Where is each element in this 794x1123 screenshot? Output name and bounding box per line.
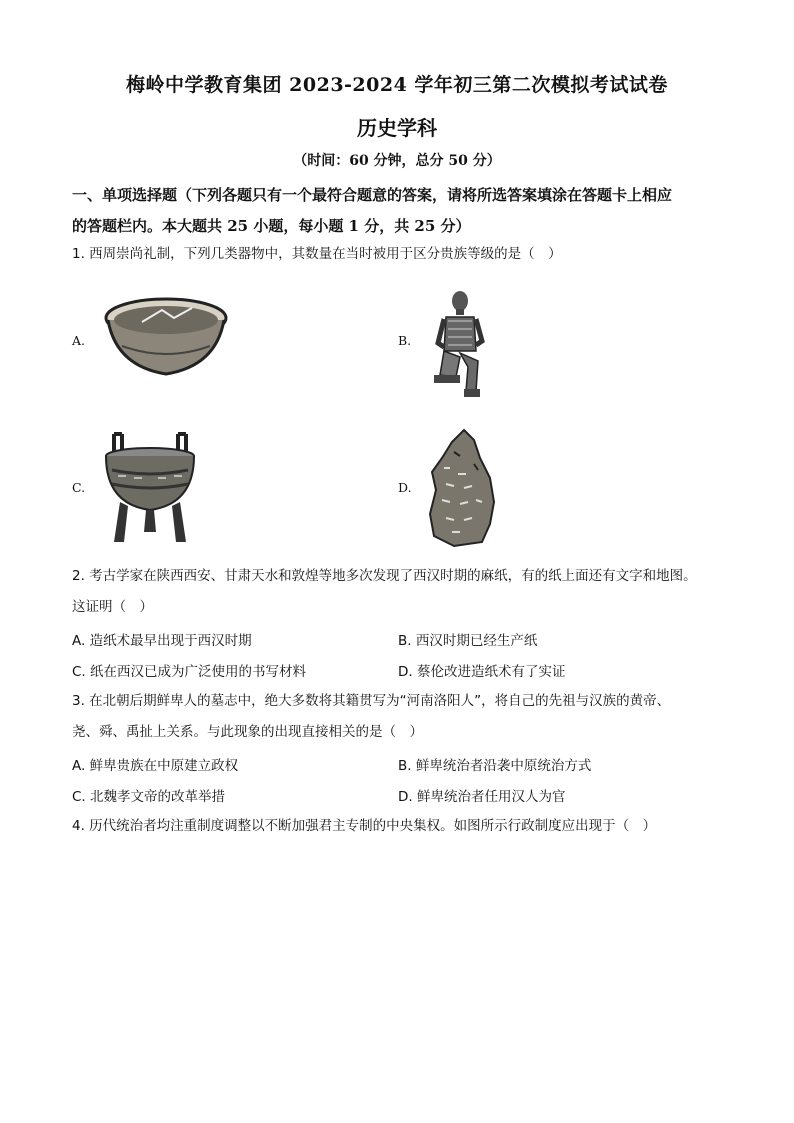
- q1-option-b-label: B.: [398, 333, 412, 348]
- bronze-ding-image: [100, 430, 200, 546]
- oracle-bone-image: [424, 428, 500, 548]
- q2-option-c: C. 纸在西汉已成为广泛使用的书写材料: [72, 664, 307, 680]
- terracotta-warrior-image: [430, 287, 490, 405]
- q3-option-d: D. 鲜卑统治者任用汉人为官: [398, 789, 566, 805]
- section-heading: [72, 180, 732, 242]
- subject-title: 历史学科: [357, 116, 437, 140]
- q1-option-d-label: D.: [398, 480, 412, 495]
- q2-option-b: B. 西汉时期已经生产纸: [398, 633, 538, 649]
- exam-title: 梅岭中学教育集团 2023-2024 学年初三第二次模拟考试试卷: [126, 74, 668, 96]
- question-2-line1: 2. 考古学家在陕西西安、甘肃天水和敦煌等地多次发现了西汉时期的麻纸，有的纸上面还有文字和地图。: [72, 568, 697, 584]
- q3-option-b: B. 鲜卑统治者沿袭中原统治方式: [398, 758, 592, 774]
- question-2-line2: 这证明（ ）: [72, 599, 153, 615]
- q2-option-d: D. 蔡伦改进造纸术有了实证: [398, 664, 566, 680]
- question-4-text: 4. 历代统治者均注重制度调整以不断加强君主专制的中央集权。如图所示行政制度应出现于（ ）: [72, 818, 657, 834]
- question-3-text: [72, 686, 732, 748]
- q2-option-a: A. 造纸术最早出现于西汉时期: [72, 633, 252, 649]
- question-3-line2: 尧、舜、禹扯上关系。与此现象的出现直接相关的是（ ）: [72, 724, 423, 740]
- q1-option-c-label: C.: [72, 480, 86, 495]
- bowl-image: [102, 296, 230, 378]
- time-info: （时间：60 分钟，总分 50 分）: [293, 153, 501, 169]
- q1-option-a-label: A.: [72, 333, 86, 348]
- question-3-line1: 3. 在北朝后期鲜卑人的墓志中，绝大多数将其籍贯写为“河南洛阳人”，将自己的先祖与汉族的黄帝、: [72, 693, 671, 709]
- question-2-text: [72, 561, 732, 623]
- q3-option-c: C. 北魏孝文帝的改革举措: [72, 789, 226, 805]
- section-heading-line1: 一、单项选择题（下列各题只有一个最符合题意的答案，请将所选答案填涂在答题卡上相应: [72, 186, 673, 204]
- section-heading-line2: 的答题栏内。本大题共 25 小题，每小题 1 分，共 25 分）: [72, 217, 471, 235]
- q3-option-a: A. 鲜卑贵族在中原建立政权: [72, 758, 239, 774]
- question-1-text: 1. 西周崇尚礼制，下列几类器物中，其数量在当时被用于区分贵族等级的是（ ）: [72, 246, 562, 262]
